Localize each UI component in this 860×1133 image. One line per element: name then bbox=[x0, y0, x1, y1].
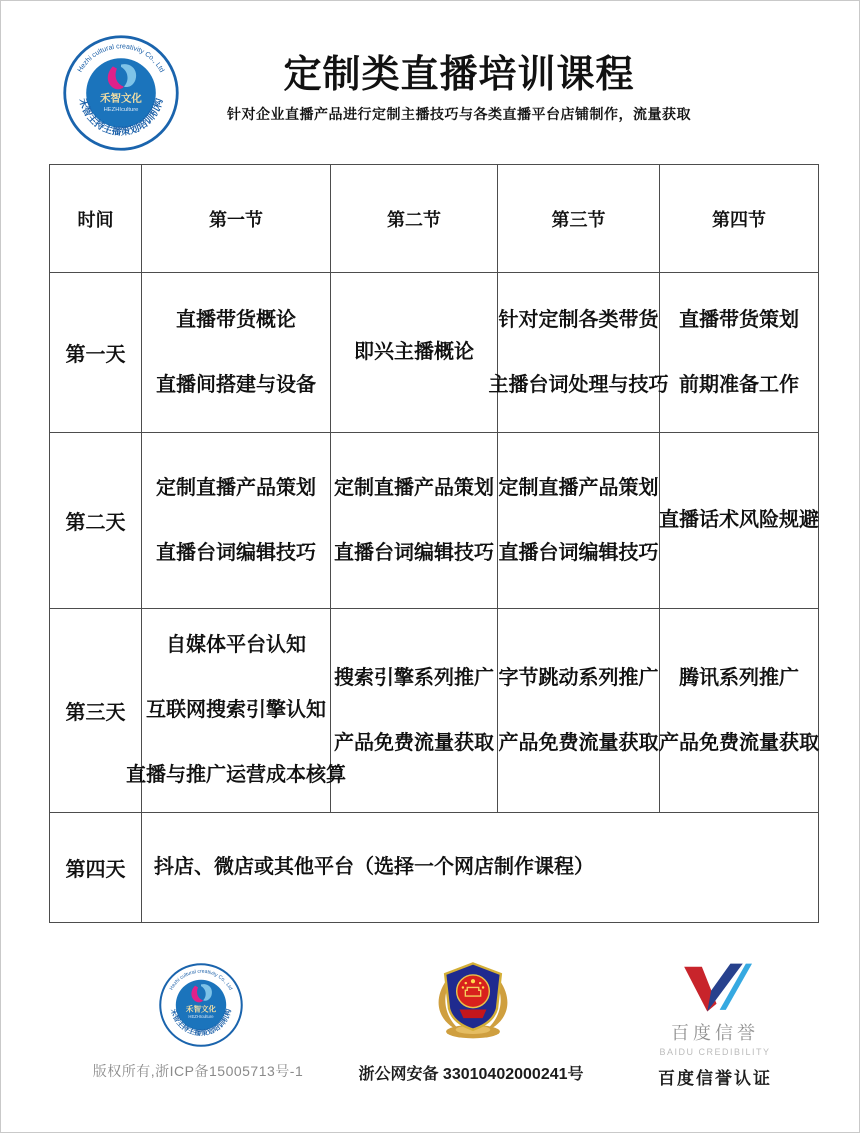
course-line: 直播台词编辑技巧 bbox=[498, 541, 659, 564]
course-line: 主播台词处理与技巧 bbox=[488, 373, 669, 396]
course-line: 抖店、微店或其他平台（选择一个网店制作课程） bbox=[154, 856, 594, 878]
table-header-row bbox=[50, 165, 819, 273]
course-line: 产品免费流量获取 bbox=[334, 731, 494, 754]
col-header-session-3: 第三节 bbox=[498, 165, 660, 273]
police-record-text: 浙公网安备 33010402000241号 bbox=[358, 1066, 584, 1083]
day-cell: 第二天 bbox=[50, 433, 142, 609]
course-line: 直播话术风险规避 bbox=[659, 509, 819, 531]
baidu-credibility-name: 百度信誉 bbox=[671, 1023, 759, 1043]
title-block bbox=[101, 51, 817, 124]
course-cell bbox=[488, 273, 669, 433]
course-table-body bbox=[50, 273, 819, 923]
course-table bbox=[49, 164, 819, 923]
course-line: 自媒体平台认知 bbox=[166, 634, 306, 656]
course-cell bbox=[660, 273, 819, 433]
course-cell bbox=[498, 433, 660, 609]
course-cell bbox=[142, 813, 819, 923]
course-cell bbox=[331, 433, 498, 609]
course-line: 产品免费流量获取 bbox=[498, 731, 659, 754]
course-line: 直播带货概论 bbox=[176, 308, 296, 331]
course-line: 即兴主播概论 bbox=[354, 341, 474, 363]
table-row bbox=[50, 273, 819, 433]
course-line: 搜索引擎系列推广 bbox=[334, 666, 494, 689]
col-header-time: 时间 bbox=[50, 165, 142, 273]
table-row bbox=[50, 609, 819, 813]
col-header-session-2: 第二节 bbox=[331, 165, 498, 273]
course-cell bbox=[331, 273, 498, 433]
day-cell: 第三天 bbox=[50, 609, 142, 813]
page-title: 定制类直播培训课程 bbox=[283, 54, 635, 96]
course-line: 直播与推广运营成本核算 bbox=[126, 764, 346, 786]
course-cell bbox=[126, 609, 346, 813]
baidu-credibility-icon bbox=[676, 959, 754, 1013]
col-header-session-1: 第一节 bbox=[142, 165, 331, 273]
course-line: 字节跳动系列推广 bbox=[498, 666, 659, 689]
company-logo-small bbox=[159, 963, 243, 1047]
course-line: 定制直播产品策划 bbox=[156, 476, 316, 499]
course-line: 直播台词编辑技巧 bbox=[156, 541, 316, 564]
col-header-session-4: 第四节 bbox=[660, 165, 819, 273]
course-cell bbox=[142, 273, 331, 433]
table-row bbox=[50, 813, 819, 923]
course-cell bbox=[660, 433, 819, 609]
course-cell bbox=[660, 609, 819, 813]
course-line: 针对定制各类带货 bbox=[498, 308, 659, 331]
baidu-credibility-block bbox=[615, 959, 815, 1089]
day-cell: 第一天 bbox=[50, 273, 142, 433]
course-line: 定制直播产品策划 bbox=[498, 476, 659, 499]
day-cell: 第四天 bbox=[50, 813, 142, 923]
course-line: 前期准备工作 bbox=[679, 373, 799, 396]
table-row bbox=[50, 433, 819, 609]
baidu-credibility-cert: 百度信誉认证 bbox=[658, 1069, 772, 1088]
course-line: 产品免费流量获取 bbox=[659, 731, 819, 754]
course-line: 直播带货策划 bbox=[679, 308, 799, 331]
police-badge-icon bbox=[425, 953, 521, 1043]
course-line: 腾讯系列推广 bbox=[679, 666, 799, 689]
course-line: 直播间搭建与设备 bbox=[156, 373, 316, 396]
icp-record-text: 版权所有,浙ICP备15005713号-1 bbox=[92, 1063, 304, 1079]
baidu-credibility-name-en: BAIDU CREDIBILITY bbox=[659, 1047, 771, 1057]
course-line: 定制直播产品策划 bbox=[334, 476, 494, 499]
course-line: 直播台词编辑技巧 bbox=[334, 541, 494, 564]
course-cell bbox=[142, 433, 331, 609]
page-subtitle: 针对企业直播产品进行定制主播技巧与各类直播平台店铺制作，流量获取 bbox=[227, 106, 691, 122]
course-line: 互联网搜索引擎认知 bbox=[146, 699, 326, 721]
course-cell bbox=[331, 609, 498, 813]
course-cell bbox=[498, 609, 660, 813]
